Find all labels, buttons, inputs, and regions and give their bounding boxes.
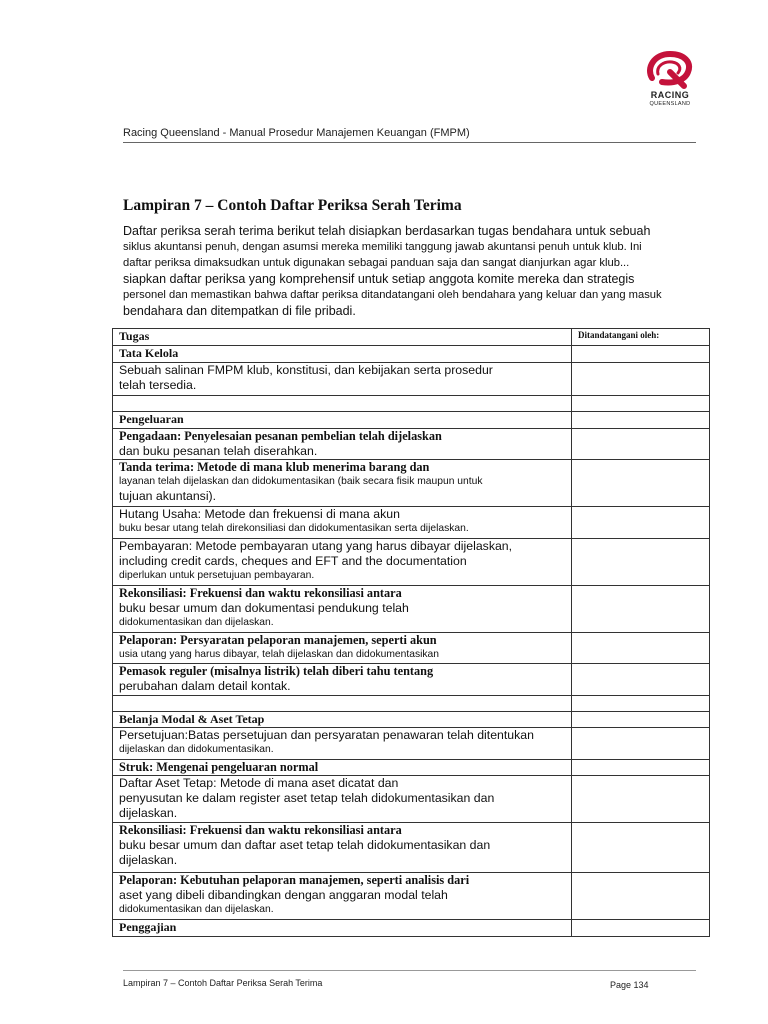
table-row: [113, 873, 710, 920]
intro-line: siapkan daftar periksa yang komprehensif untuk setiap anggota komite mereka dan strategis: [123, 272, 635, 286]
task-cell: [113, 429, 572, 460]
task-text: aset yang dibeli dibandingkan dengan anggaran modal telah: [119, 888, 448, 902]
table-row: [113, 633, 710, 664]
page-title: Lampiran 7 – Contoh Daftar Periksa Serah Terima: [123, 197, 462, 214]
table-row: [113, 396, 710, 412]
signature-cell: [572, 346, 710, 363]
task-title: Rekonsiliasi: Frekuensi dan waktu rekonsiliasi antara: [119, 586, 402, 600]
table-row: [113, 760, 710, 776]
task-text: buku besar umum dan dokumentasi pendukung telah: [119, 601, 409, 615]
intro-line: daftar periksa dimaksudkan untuk digunakan sebagai panduan saja dan sangat dianjurkan agar klub...: [123, 257, 630, 269]
table-row: [113, 363, 710, 396]
signature-cell: [572, 664, 710, 696]
page-number: Page 134: [610, 980, 649, 990]
task-text: Persetujuan:Batas persetujuan dan persyaratan penawaran telah ditentukan: [119, 728, 534, 742]
task-text: dijelaskan.: [119, 806, 178, 820]
task-text: usia utang yang harus dibayar, telah dijelaskan dan didokumentasikan: [119, 649, 439, 660]
task-title: Pemasok reguler (misalnya listrik) telah diberi tahu tentang: [119, 664, 434, 678]
task-cell: [113, 460, 572, 507]
task-text: didokumentasikan dan dijelaskan.: [119, 904, 274, 915]
header-divider: [123, 142, 696, 143]
table-row: [113, 586, 710, 633]
handover-checklist-table: [112, 328, 710, 937]
task-text: Sebuah salinan FMPM klub, konstitusi, dan kebijakan serta prosedur: [119, 363, 493, 377]
table-row: [113, 664, 710, 696]
signature-cell: [572, 873, 710, 920]
signature-cell: [572, 760, 710, 776]
signature-cell: [572, 728, 710, 760]
task-cell: [113, 346, 572, 363]
task-cell: [113, 776, 572, 823]
task-text: layanan telah dijelaskan dan didokumentasikan (baik secara fisik maupun untuk: [119, 476, 483, 487]
task-text: dijelaskan.: [119, 853, 178, 867]
table-row: [113, 920, 710, 937]
task-text: including credit cards, cheques and EFT and the documentation: [119, 554, 467, 568]
table-row: [113, 539, 710, 586]
task-cell: [113, 633, 572, 664]
task-title: Pengadaan: Penyelesaian pesanan pembelian telah dijelaskan: [119, 429, 442, 443]
table-row: [113, 823, 710, 873]
task-cell: [113, 586, 572, 633]
signature-cell: [572, 429, 710, 460]
task-text: buku besar utang telah direkonsiliasi dan didokumentasikan serta dijelaskan.: [119, 523, 469, 534]
section-heading: Pengeluaran: [119, 412, 184, 426]
task-text: Pembayaran: Metode pembayaran utang yang harus dibayar dijelaskan,: [119, 539, 513, 553]
header-cell-signed-by: [572, 329, 710, 346]
task-text: dan buku pesanan telah diserahkan.: [119, 444, 318, 458]
signature-cell: [572, 776, 710, 823]
signature-cell: [572, 363, 710, 396]
task-text: diperlukan untuk persetujuan pembayaran.: [119, 570, 315, 581]
intro-line: Daftar periksa serah terima berikut telah disiapkan berdasarkan tugas bendahara untuk sebuah: [123, 224, 651, 238]
task-text: buku besar umum dan daftar aset tetap telah didokumentasikan dan: [119, 838, 491, 852]
table-row: [113, 429, 710, 460]
table-row: [113, 776, 710, 823]
logo-text-racing: RACING: [650, 90, 690, 100]
task-text: telah tersedia.: [119, 378, 197, 392]
signature-cell: [572, 633, 710, 664]
table-row: [113, 712, 710, 728]
signature-cell: [572, 823, 710, 873]
section-heading: Penggajian: [119, 920, 177, 934]
task-cell: [113, 539, 572, 586]
signature-cell: [572, 539, 710, 586]
task-title: Pelaporan: Kebutuhan pelaporan manajemen, seperti analisis dari: [119, 873, 470, 887]
racing-queensland-logo: [640, 50, 700, 110]
task-title: Pelaporan: Persyaratan pelaporan manajemen, seperti akun: [119, 633, 437, 647]
signature-cell: [572, 696, 710, 712]
task-cell: [113, 664, 572, 696]
task-cell: [113, 760, 572, 776]
task-cell: [113, 873, 572, 920]
intro-line: siklus akuntansi penuh, dengan asumsi mereka memiliki tanggung jawab akuntansi penuh untuk klub. Ini: [123, 241, 642, 253]
table-row: [113, 346, 710, 363]
header-signed-by-label: Ditandatangani oleh:: [578, 330, 660, 340]
signature-cell: [572, 396, 710, 412]
task-title: Rekonsiliasi: Frekuensi dan waktu rekonsiliasi antara: [119, 823, 402, 837]
task-cell: [113, 363, 572, 396]
page-header: Racing Queensland - Manual Prosedur Manajemen Keuangan (FMPM): [123, 127, 470, 139]
task-cell: [113, 396, 572, 412]
signature-cell: [572, 586, 710, 633]
table-row: [113, 460, 710, 507]
task-title: Struk: Mengenai pengeluaran normal: [119, 760, 319, 774]
signature-cell: [572, 920, 710, 937]
task-text: Hutang Usaha: Metode dan frekuensi di mana akun: [119, 507, 400, 521]
section-heading: Belanja Modal & Aset Tetap: [119, 712, 265, 726]
section-heading: Tata Kelola: [119, 346, 179, 360]
footer-section-title: Lampiran 7 – Contoh Daftar Periksa Serah Terima: [123, 978, 323, 988]
footer-divider: [123, 970, 696, 971]
table-header-row: [113, 329, 710, 346]
task-text: Daftar Aset Tetap: Metode di mana aset dicatat dan: [119, 776, 399, 790]
task-text: tujuan akuntansi).: [119, 489, 217, 503]
header-tasks-label: Tugas: [119, 329, 150, 343]
task-text: dijelaskan dan didokumentasikan.: [119, 744, 274, 755]
signature-cell: [572, 507, 710, 539]
table-row: [113, 696, 710, 712]
logo-text-queensland: QUEENSLAND: [649, 101, 691, 107]
task-cell: [113, 920, 572, 937]
header-cell-tasks: [113, 329, 572, 346]
intro-paragraph: [123, 223, 743, 319]
signature-cell: [572, 412, 710, 429]
task-cell: [113, 507, 572, 539]
table-row: [113, 507, 710, 539]
task-cell: [113, 696, 572, 712]
signature-cell: [572, 460, 710, 507]
task-text: penyusutan ke dalam register aset tetap telah didokumentasikan dan: [119, 791, 495, 805]
task-text: perubahan dalam detail kontak.: [119, 679, 291, 693]
task-cell: [113, 728, 572, 760]
racing-logo-icon: [644, 50, 696, 90]
task-cell: [113, 412, 572, 429]
task-text: didokumentasikan dan dijelaskan.: [119, 617, 274, 628]
table-row: [113, 728, 710, 760]
task-cell: [113, 712, 572, 728]
table-row: [113, 412, 710, 429]
intro-line: bendahara dan ditempatkan di file pribadi.: [123, 304, 356, 318]
intro-line: personel dan memastikan bahwa daftar periksa ditandatangani oleh bendahara yang keluar dan yang masuk: [123, 289, 662, 301]
task-cell: [113, 823, 572, 873]
task-title: Tanda terima: Metode di mana klub menerima barang dan: [119, 460, 430, 474]
signature-cell: [572, 712, 710, 728]
